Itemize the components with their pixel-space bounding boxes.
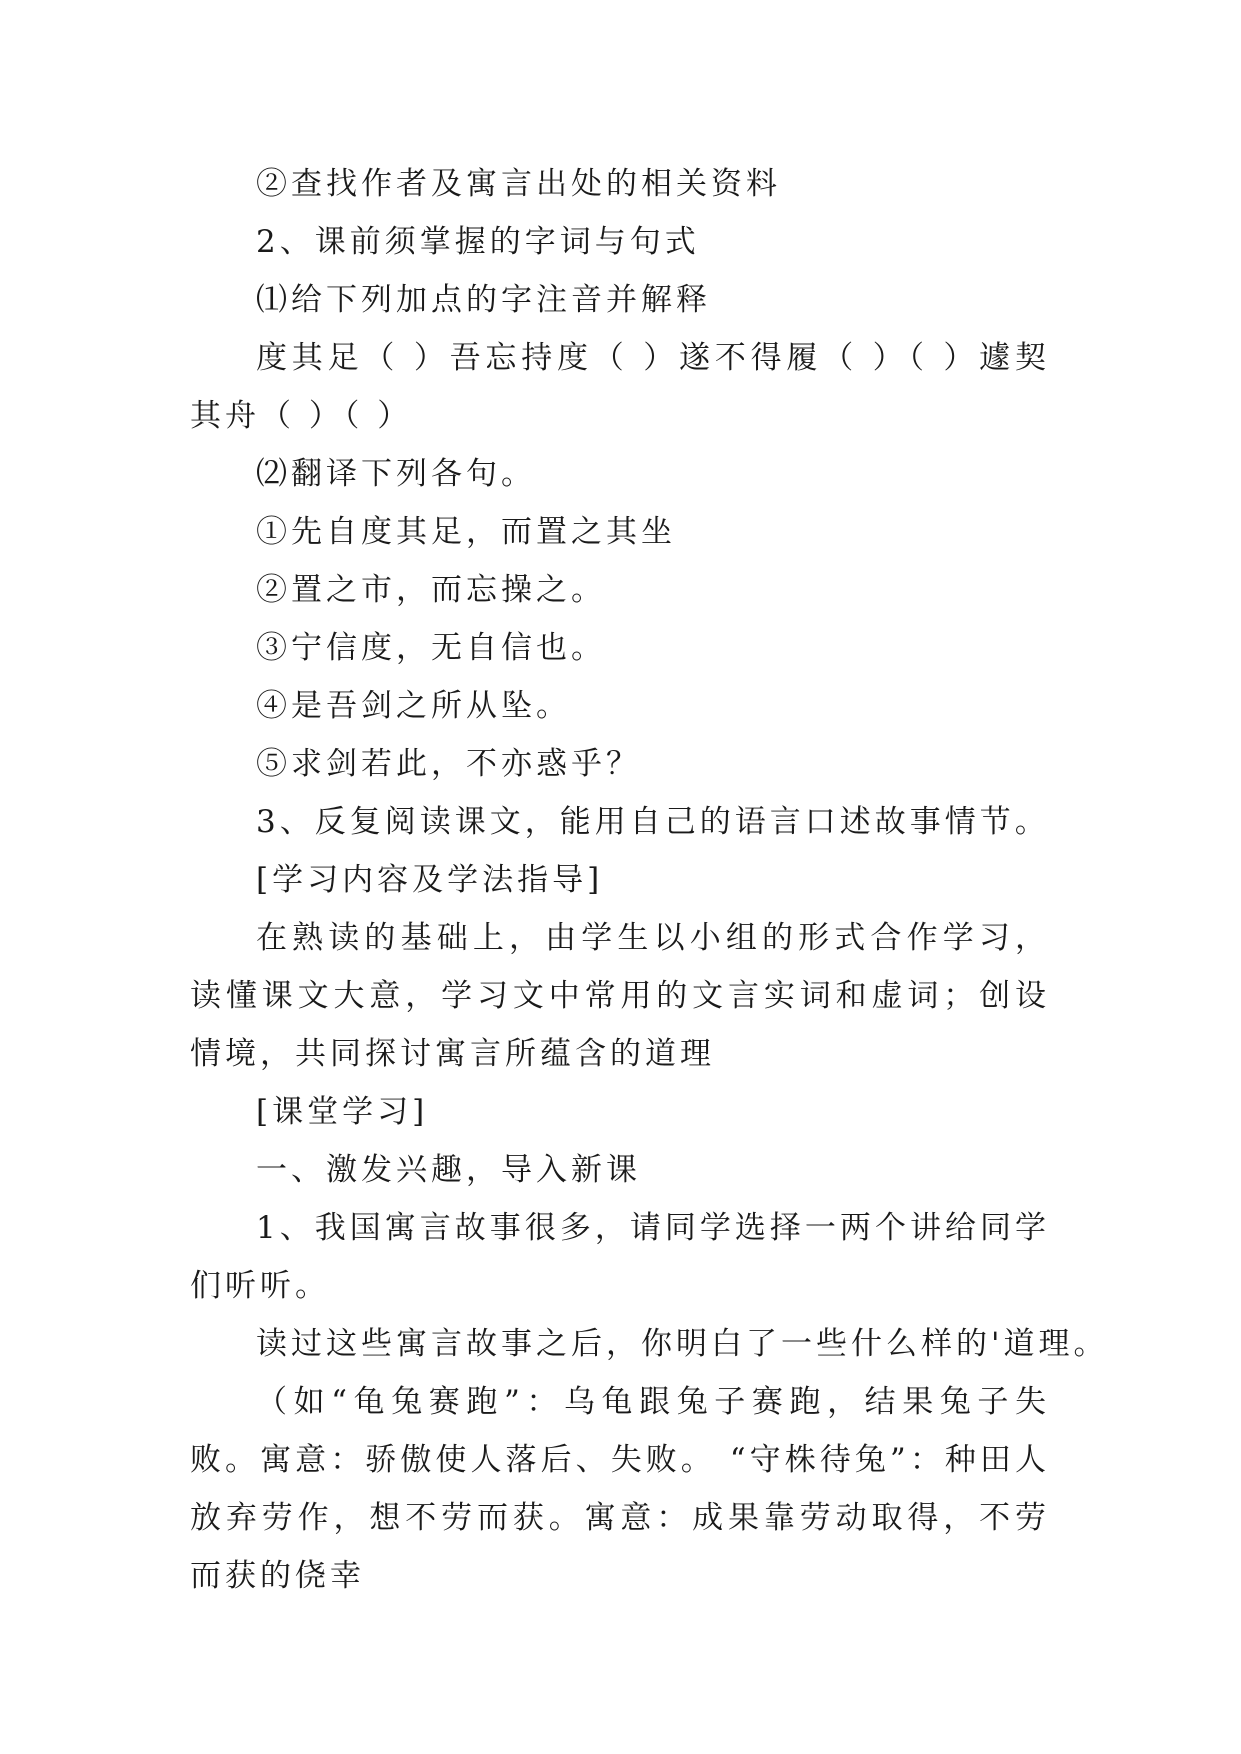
text-paragraph: 度其足（ ）吾忘持度（ ）遂不得履（ ）（ ）遽契其舟（ ）（ ）	[190, 340, 1050, 434]
text-line: ④是吾剑之所从坠。	[256, 688, 571, 724]
text-line: ⑵翻译下列各句。	[256, 456, 536, 492]
document-body	[190, 155, 1109, 1605]
text-line: ⑤求剑若此，不亦惑乎？	[256, 746, 641, 782]
text-line: 一、激发兴趣，导入新课	[256, 1152, 641, 1188]
text-paragraph: 在熟读的基础上，由学生以小组的形式合作学习，读懂课文大意，学习文中常用的文言实词和虚词；创设情境，共同探讨寓言所蕴含的道理	[190, 920, 1050, 1072]
text-line: 2、课前须掌握的字词与句式	[256, 224, 700, 260]
text-line: ⑴给下列加点的字注音并解释	[256, 282, 711, 318]
section-heading: [课堂学习]	[256, 1094, 429, 1130]
text-line: ②查找作者及寓言出处的相关资料	[256, 166, 781, 202]
section-heading: [学习内容及学法指导]	[256, 862, 604, 898]
text-line: ①先自度其足，而置之其坐	[256, 514, 676, 550]
text-line: 读过这些寓言故事之后，你明白了一些什么样的'道理。	[256, 1326, 1109, 1362]
text-line: ②置之市，而忘操之。	[256, 572, 606, 608]
text-line: 3、反复阅读课文，能用自己的语言口述故事情节。	[256, 804, 1050, 840]
text-paragraph: 1、我国寓言故事很多，请同学选择一两个讲给同学们听听。	[190, 1210, 1050, 1304]
text-paragraph: （如“龟兔赛跑”：乌龟跟兔子赛跑，结果兔子失败。寓意：骄傲使人落后、失败。 “守株待兔”：种田人放弃劳作，想不劳而获。寓意：成果靠劳动取得，不劳而获的侥幸	[190, 1384, 1050, 1594]
text-line: ③宁信度，无自信也。	[256, 630, 606, 666]
